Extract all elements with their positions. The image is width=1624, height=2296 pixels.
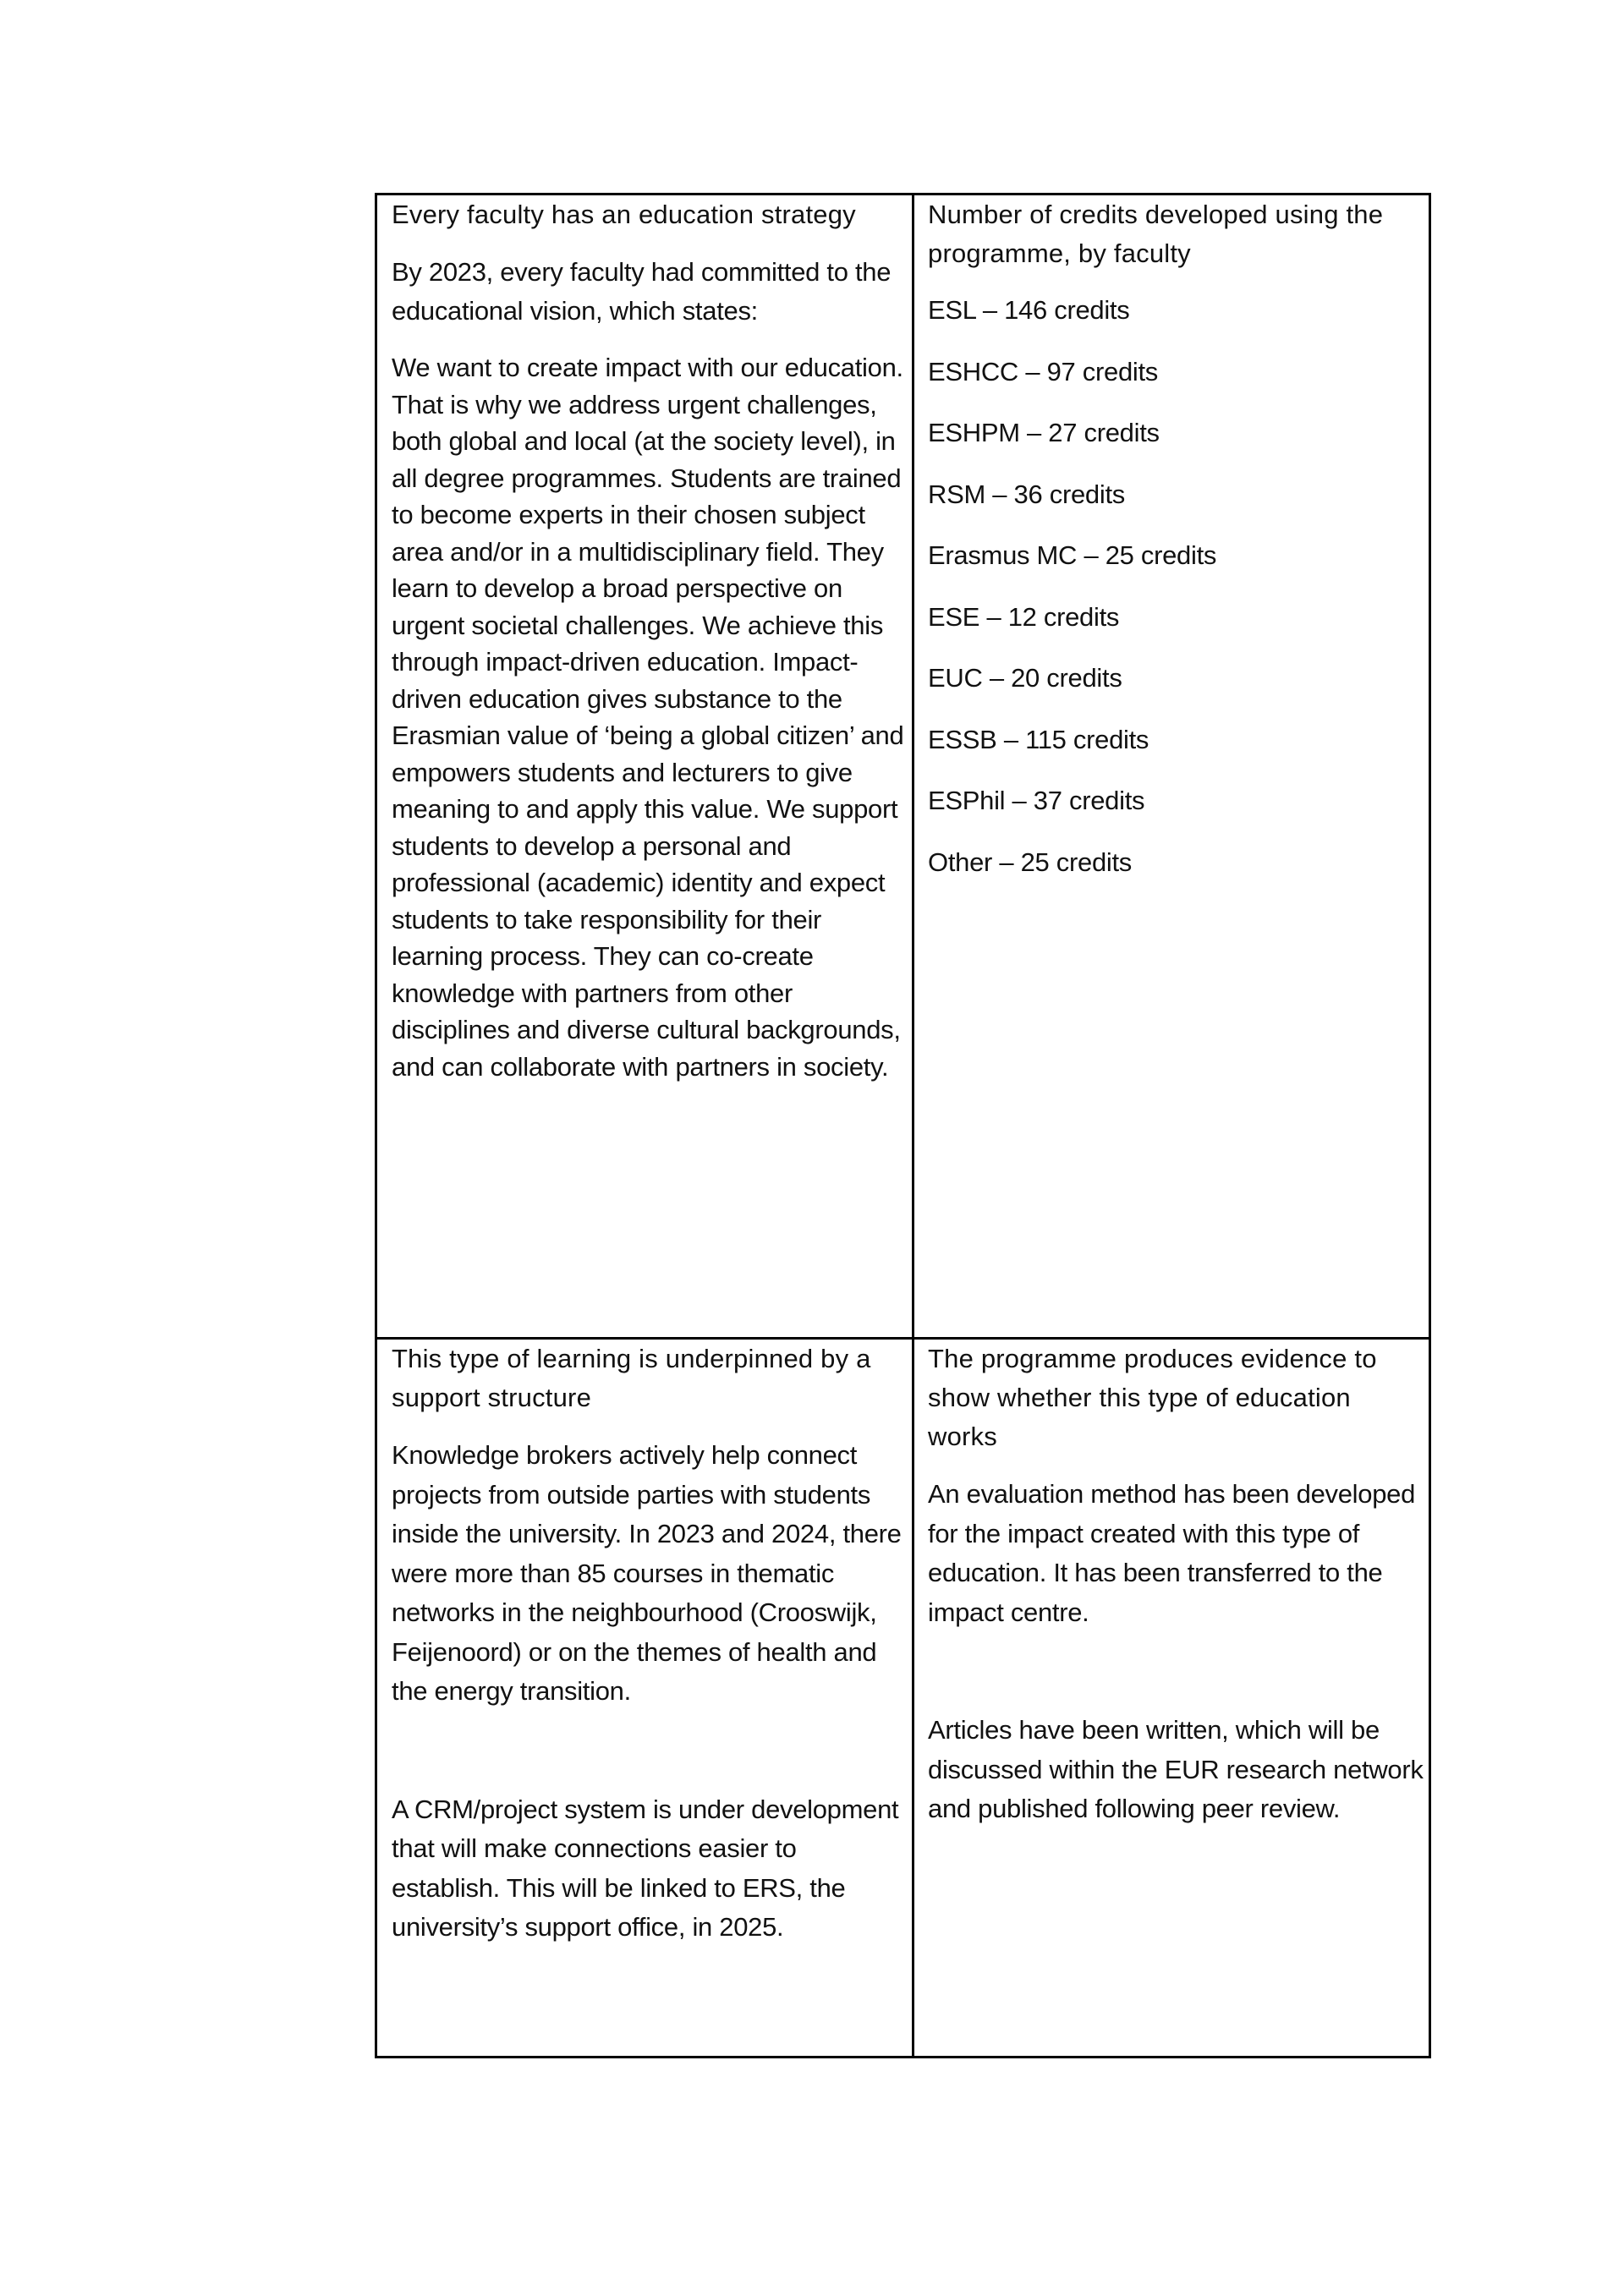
vision-paragraph: We want to create impact with our education. That is why we address urgent challenges, both global and local (at the society level), in all degree programmes. Students are trained to become experts in their chosen subject area and/or in a multidisciplinary field. They learn to develop a broad perspective on urgent societal challenges. We achieve this through impact-driven education. Impact-driven education gives substance to the Erasmian value of ‘being a global citizen’ and empowers students and lecturers to give meaning to and apply this value. We support students to develop a personal and professional (academic) identity and expect students to take responsibility for their learning process. They can co-create knowledge with partners from other disciplines and diverse cultural backgrounds, and can collaborate with partners in society.: [392, 353, 904, 1082]
knowledge-brokers-paragraph: Knowledge brokers actively help connect projects from outside parties with students inside the university. In 2023 and 2024, there were more than 85 courses in thematic networks in the neighbourhood (Crooswijk, Feijenoord) or on the themes of health and the energy transition.: [392, 1440, 902, 1706]
cell-evidence: [928, 1340, 1427, 1829]
column-divider: [912, 195, 914, 2056]
credits-item: ESL – 146 credits: [928, 295, 1130, 325]
cell-education-strategy: [392, 195, 908, 1085]
credits-item: ESHCC – 97 credits: [928, 356, 1158, 386]
cell-heading: Number of credits developed using the programme, by faculty: [928, 200, 1384, 268]
crm-system-paragraph: A CRM/project system is under development that will make connections easier to establish. This will be linked to ERS, the university’s support office, in 2025.: [392, 1794, 899, 1942]
credits-item: RSM – 36 credits: [928, 479, 1125, 509]
cell-heading: This type of learning is underpinned by a support structure: [392, 1344, 871, 1412]
credits-item: Other – 25 credits: [928, 847, 1132, 877]
intro-paragraph: By 2023, every faculty had committed to the educational vision, which states:: [392, 257, 892, 326]
credits-item: ESSB – 115 credits: [928, 724, 1149, 754]
credits-item: EUC – 20 credits: [928, 663, 1122, 693]
credits-item: ESE – 12 credits: [928, 601, 1120, 632]
results-table: [375, 193, 1431, 2058]
cell-credits-by-faculty: [928, 195, 1427, 905]
articles-paragraph: Articles have been written, which will be discussed within the EUR research network and published following peer review.: [928, 1715, 1424, 1823]
cell-support-structure: [392, 1340, 908, 1948]
credits-item: ESHPM – 27 credits: [928, 418, 1160, 447]
cell-heading: The programme produces evidence to show whether this type of education works: [928, 1344, 1377, 1451]
evaluation-method-paragraph: An evaluation method has been developed for the impact created with this type of education. It has been transferred to the impact centre.: [928, 1479, 1416, 1627]
cell-heading: Every faculty has an education strategy: [392, 200, 856, 229]
credits-item: Erasmus MC – 25 credits: [928, 540, 1217, 570]
credits-item: ESPhil – 37 credits: [928, 786, 1145, 815]
